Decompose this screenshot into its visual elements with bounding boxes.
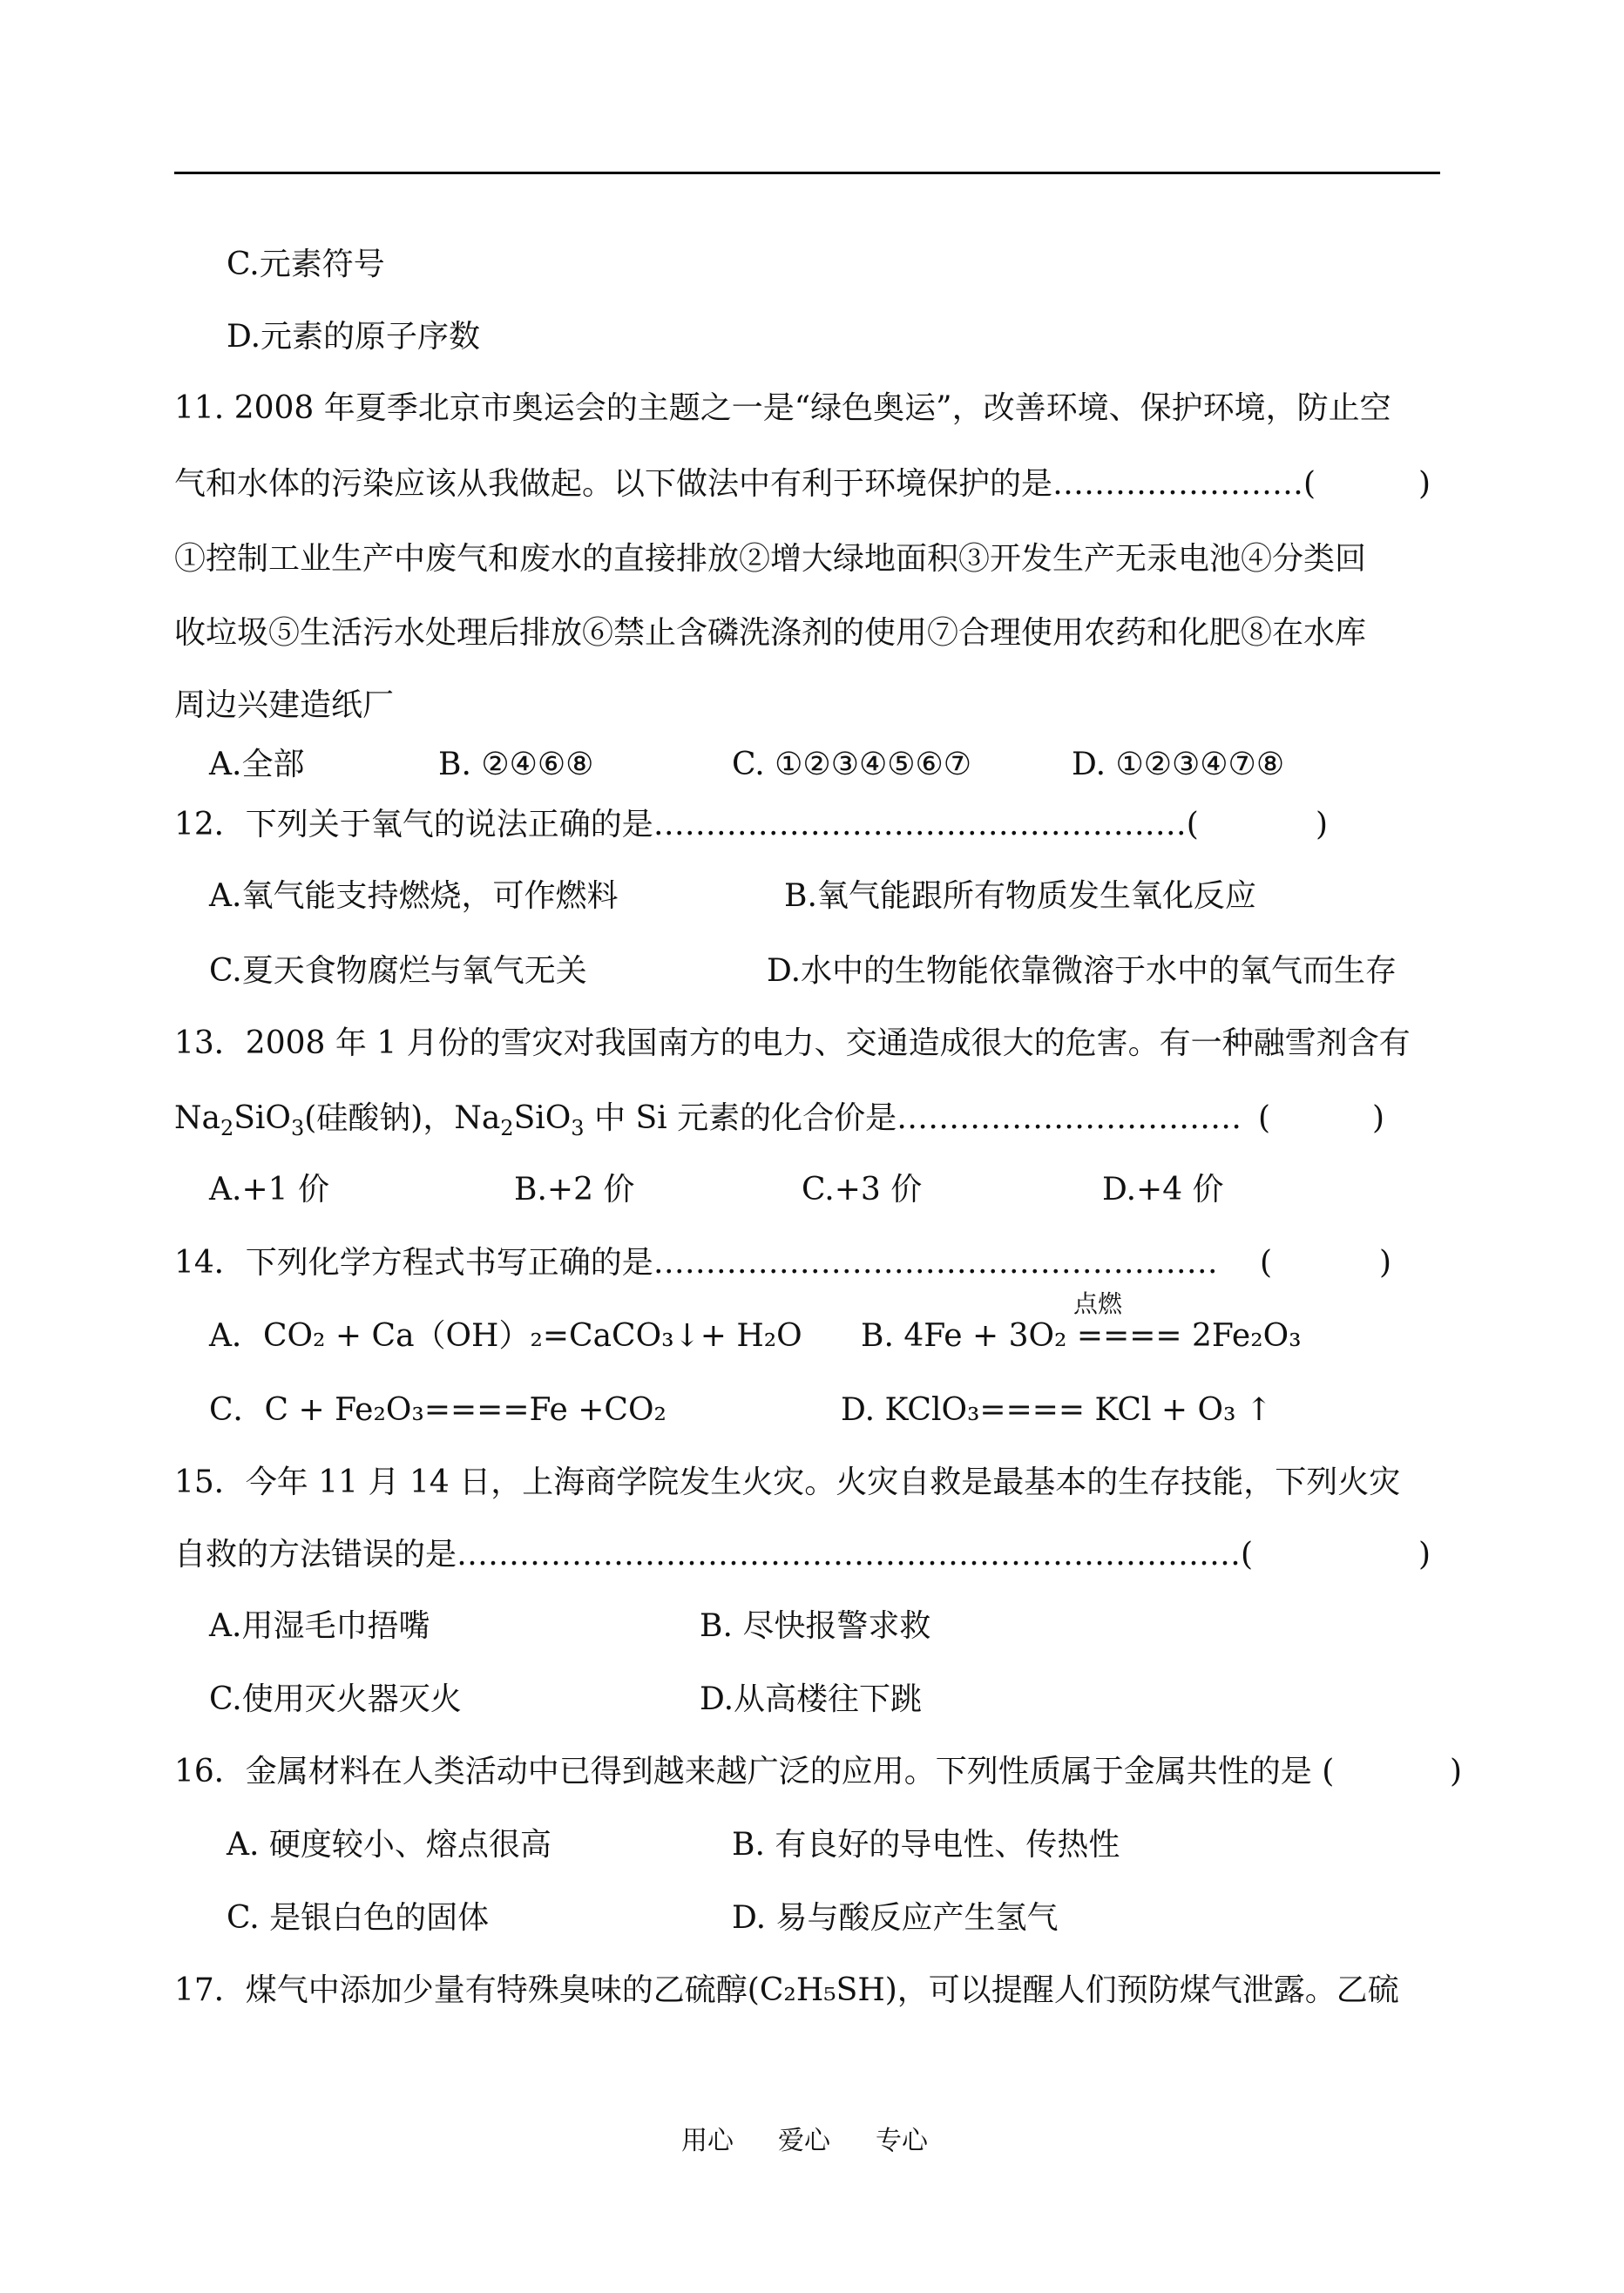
q13-option-d: D.+4 价	[1102, 1172, 1224, 1207]
q15-option-c: C.使用灭火器灭火	[209, 1681, 462, 1717]
q14-option-a: A．CO₂ + Ca（OH）₂=CaCO₃↓+ H₂O	[209, 1318, 802, 1354]
q11-paren-close: )	[1418, 466, 1431, 502]
q13-option-b: B.+2 价	[514, 1172, 635, 1207]
q12-option-b: B.氧气能跟所有物质发生氧化反应	[784, 878, 1256, 914]
q16-paren-close: )	[1450, 1754, 1463, 1789]
q15-option-b: B. 尽快报警求救	[700, 1608, 931, 1644]
q13-stem-line2	[174, 1099, 1242, 1147]
footer-left: 用心	[681, 2126, 734, 2156]
q16-stem: 16．金属材料在人类活动中已得到越来越广泛的应用。下列性质属于金属共性的是 (	[174, 1754, 1335, 1789]
q11-items-line1: ①控制工业生产中废气和废水的直接排放②增大绿地面积③开发生产无汞电池④分类回	[174, 541, 1367, 577]
q13-stem-line1: 13．2008 年 1 月份的雪灾对我国南方的电力、交通造成很大的危害。有一种融雪剂含有	[174, 1025, 1411, 1061]
q12-paren-close: )	[1316, 807, 1329, 842]
q13-rest-sub3: 3	[571, 1116, 585, 1140]
q11-option-c: C. ①②③④⑤⑥⑦	[732, 747, 972, 782]
q11-option-b: B. ②④⑥⑧	[438, 747, 594, 782]
q11-option-a: A.全部	[209, 747, 305, 782]
q12-option-c: C.夏天食物腐烂与氧气无关	[209, 953, 587, 989]
q15-stem-line2: 自救的方法错误的是…………………………………………………………………(	[174, 1537, 1254, 1573]
q10-option-d: D.元素的原子序数	[227, 319, 481, 355]
q15-option-d: D.从高楼往下跳	[700, 1681, 923, 1717]
q16-option-b: B. 有良好的导电性、传热性	[732, 1827, 1120, 1863]
q13-formula-sub2: 2	[220, 1116, 234, 1140]
q13-formula-na: Na	[174, 1100, 220, 1136]
q11-stem-line1: 11. 2008 年夏季北京市奥运会的主题之一是“绿色奥运”，改善环境、保护环境，防止空	[174, 390, 1391, 426]
q17-stem-line1: 17．煤气中添加少量有特殊臭味的乙硫醇(C₂H₅SH)，可以提醒人们预防煤气泄露。乙硫	[174, 1972, 1399, 2008]
q12-option-d: D.水中的生物能依靠微溶于水中的氧气而生存	[767, 953, 1397, 989]
q14-option-d: D. KClO₃==== KCl + O₃ ↑	[841, 1392, 1273, 1428]
q14-option-b: B. 4Fe + 3O₂ ==== 2Fe₂O₃	[861, 1318, 1302, 1354]
q13-rest-sub2: 2	[500, 1116, 514, 1140]
q13-rest: (硅酸钠)，Na	[304, 1100, 501, 1136]
q10-option-c: C.元素符号	[227, 247, 385, 282]
q16-option-a: A. 硬度较小、熔点很高	[227, 1827, 551, 1863]
q16-option-d: D. 易与酸反应产生氢气	[732, 1900, 1059, 1936]
q13-option-a: A.+1 价	[209, 1172, 329, 1207]
q12-stem: 12．下列关于氧气的说法正确的是……………………………………………(	[174, 807, 1199, 842]
footer-right: 专心	[876, 2126, 928, 2156]
q13-formula-sub3: 3	[290, 1116, 305, 1140]
q11-items-line3: 周边兴建造纸厂	[174, 687, 395, 723]
q15-paren-close: )	[1418, 1537, 1431, 1573]
q13-paren-open: (	[1258, 1100, 1271, 1136]
footer-mid: 爱心	[778, 2126, 830, 2156]
q16-option-c: C. 是银白色的固体	[227, 1900, 490, 1936]
q12-option-a: A.氧气能支持燃烧，可作燃料	[209, 878, 619, 914]
q13-option-c: C.+3 价	[802, 1172, 923, 1207]
q13-rest-tail: 中 Si 元素的化合价是……………………………	[584, 1100, 1242, 1136]
q15-stem-line1: 15．今年 11 月 14 日，上海商学院发生火灾。火灾自救是最基本的生存技能，下列火灾	[174, 1464, 1401, 1500]
q14-option-b-condition: 点燃	[1073, 1289, 1123, 1318]
q13-paren-close: )	[1372, 1100, 1385, 1136]
q11-items-line2: 收垃圾⑤生活污水处理后排放⑥禁止含磷洗涤剂的使用⑦合理使用农药和化肥⑧在水库	[174, 615, 1367, 651]
q13-rest-sio: SiO	[513, 1100, 572, 1136]
q11-stem-line2: 气和水体的污染应该从我做起。以下做法中有利于环境保护的是……………………(	[174, 466, 1316, 502]
q14-paren-open: (	[1260, 1245, 1273, 1281]
q14-stem: 14．下列化学方程式书写正确的是………………………………………………	[174, 1245, 1218, 1281]
q14-paren-close: )	[1379, 1245, 1392, 1281]
q13-formula-sio: SiO	[233, 1100, 291, 1136]
header-rule	[174, 172, 1440, 174]
q11-option-d: D. ①②③④⑦⑧	[1072, 747, 1285, 782]
q14-option-c: C．C + Fe₂O₃====Fe +CO₂	[209, 1392, 667, 1428]
q15-option-a: A.用湿毛巾捂嘴	[209, 1608, 430, 1644]
